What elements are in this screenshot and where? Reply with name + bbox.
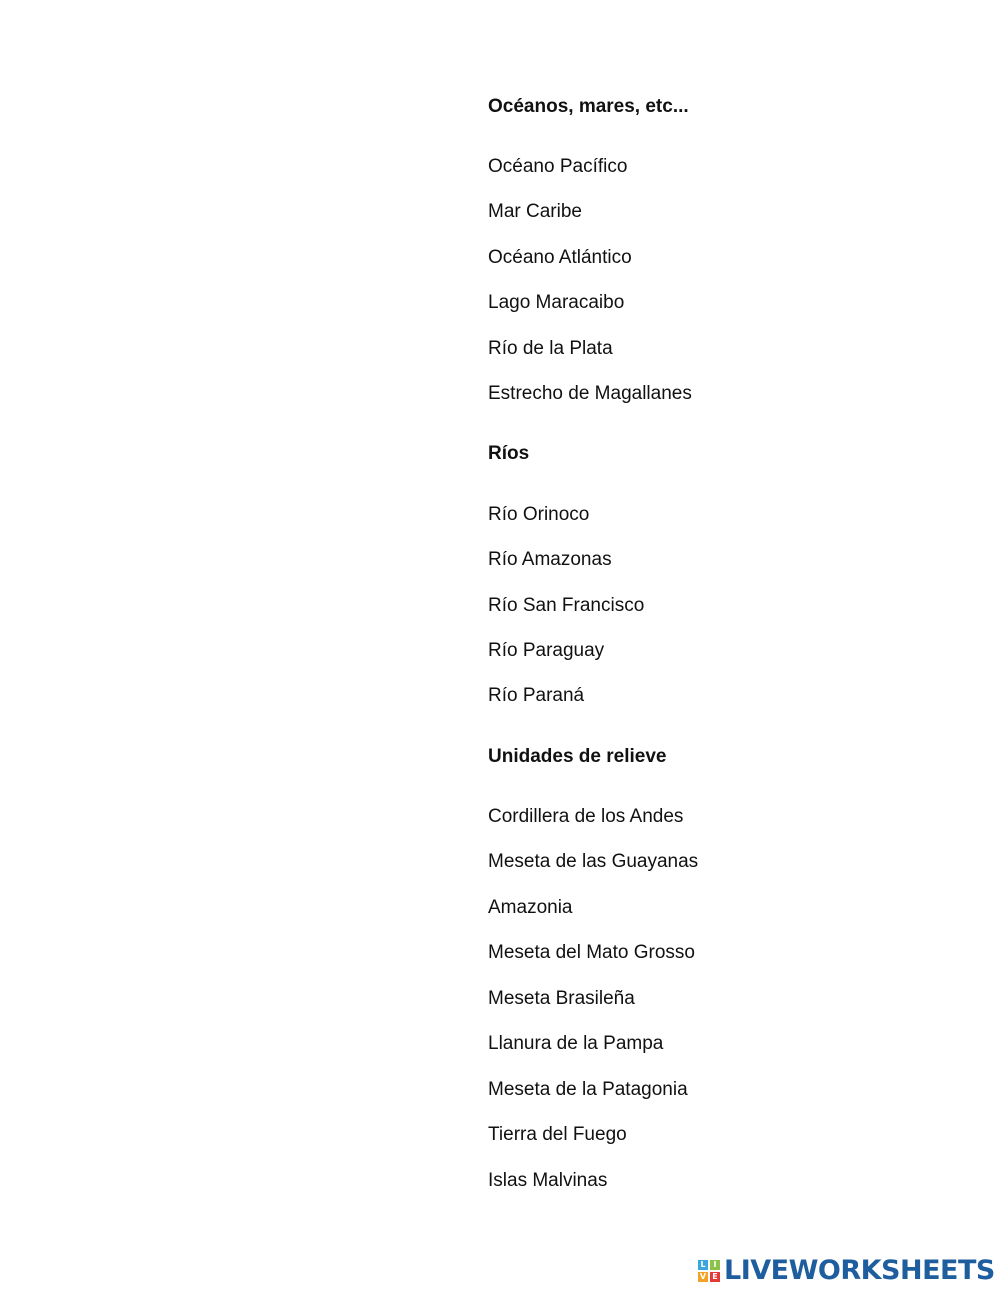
list-item: Lago Maracaibo xyxy=(488,292,625,313)
logo-mark-letter: V xyxy=(699,1272,707,1281)
list-item: Tierra del Fuego xyxy=(488,1124,627,1145)
list-item: Estrecho de Magallanes xyxy=(488,383,692,404)
list-item: Meseta Brasileña xyxy=(488,988,635,1009)
list-item: Meseta de la Patagonia xyxy=(488,1079,688,1100)
list-item: Río Orinoco xyxy=(488,504,590,525)
liveworksheets-logo xyxy=(698,1256,995,1286)
section-heading-relief: Unidades de relieve xyxy=(488,746,667,767)
list-item: Meseta del Mato Grosso xyxy=(488,942,695,963)
logo-text: LIVEWORKSHEETS xyxy=(724,1255,995,1286)
list-item: Río San Francisco xyxy=(488,595,645,616)
logo-mark-letter: I xyxy=(710,1260,720,1270)
list-item: Río de la Plata xyxy=(488,338,613,359)
logo-mark-icon xyxy=(698,1260,720,1282)
list-item: Río Paraná xyxy=(488,685,585,706)
logo-mark-letter: E xyxy=(710,1272,720,1282)
list-item: Océano Atlántico xyxy=(488,247,632,268)
section-heading-rivers: Ríos xyxy=(488,443,530,464)
list-item: Río Amazonas xyxy=(488,549,612,570)
list-item: Islas Malvinas xyxy=(488,1170,608,1191)
list-item: Llanura de la Pampa xyxy=(488,1033,664,1054)
logo-mark-letter: L xyxy=(698,1260,708,1270)
list-item: Mar Caribe xyxy=(488,201,582,222)
list-item: Río Paraguay xyxy=(488,640,605,661)
list-item: Amazonia xyxy=(488,897,573,918)
list-item: Meseta de las Guayanas xyxy=(488,851,699,872)
list-item: Cordillera de los Andes xyxy=(488,806,684,827)
section-heading-oceans: Océanos, mares, etc... xyxy=(488,96,689,117)
list-item: Océano Pacífico xyxy=(488,156,628,177)
